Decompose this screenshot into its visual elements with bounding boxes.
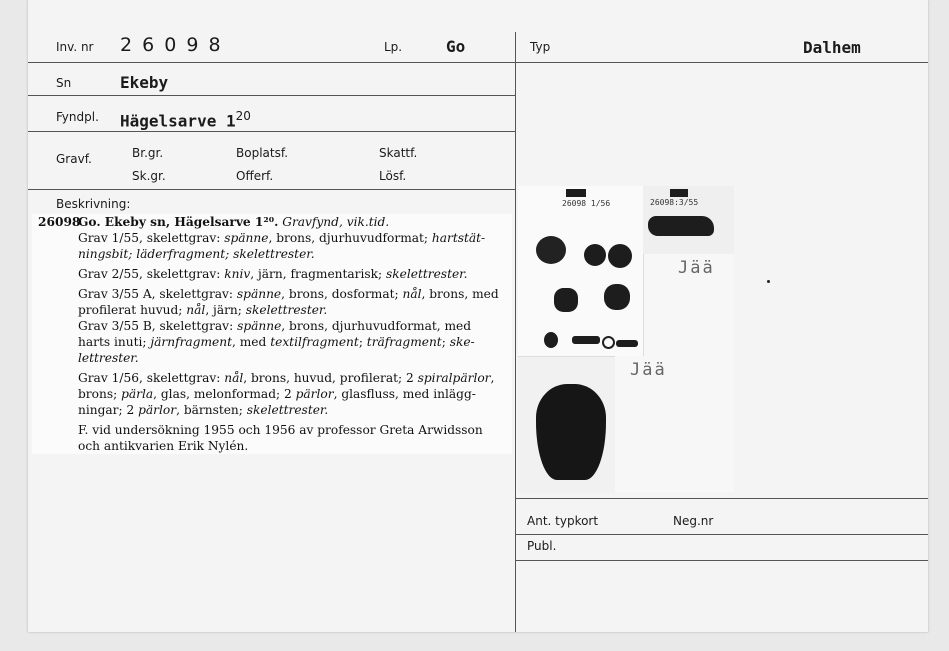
grave-3-55b-cont: harts inuti; järnfragment, med textilfragment; träfragment; ske-: [78, 335, 475, 349]
rule-gravf: [28, 189, 516, 190]
photo-tag-2: 26098:3/55: [650, 198, 699, 207]
neg-nr-label: Neg.nr: [673, 514, 714, 528]
grave-3-55b-end: lettrester.: [78, 351, 139, 365]
excavation-note-cont: och antikvarien Erik Nylén.: [78, 439, 249, 453]
find-photograph: [518, 186, 734, 492]
bead-5: [544, 332, 558, 348]
catalog-number: 26098: [38, 215, 81, 229]
grave-3-55b: Grav 3/55 B, skelettgrav: spänne, brons, djurhuvudformat, med: [78, 319, 472, 333]
excavation-note: F. vid undersökning 1955 och 1956 av professor Greta Arwidsson: [78, 423, 483, 437]
label-bar-2: [670, 189, 688, 197]
grave-1-56-end: ningar; 2 pärlor, bärnsten; skelettrester.: [78, 403, 329, 417]
rule-fyndpl: [28, 131, 516, 132]
rule-footer-top: [516, 498, 928, 499]
rule-header-right: [516, 62, 928, 63]
grave-1-56: Grav 1/56, skelettgrav: nål, brons, huvud, profilerat; 2 spiralpärlor,: [78, 371, 495, 385]
bead-1: [584, 244, 606, 266]
rule-footer-mid: [516, 534, 928, 535]
tortoise-brooch: [536, 384, 606, 480]
sn-value: Ekeby: [120, 73, 169, 92]
bead-2: [608, 244, 632, 268]
stamp-1: Jää: [678, 258, 715, 278]
publ-label: Publ.: [527, 539, 557, 553]
description-slip: [32, 214, 512, 454]
rule-sn: [28, 95, 516, 96]
br-gr-label: Br.gr.: [132, 146, 164, 160]
grave-1-55: Grav 1/55, skelettgrav: spänne, brons, djurhuvudformat; hartstät-: [78, 231, 486, 245]
beskrivning-label: Beskrivning:: [56, 197, 131, 211]
rule-header-left: [28, 62, 516, 63]
fyndpl-label: Fyndpl.: [56, 110, 99, 124]
brooch: [536, 236, 566, 264]
rule-footer-bottom: [516, 560, 928, 561]
description-heading: Go. Ekeby sn, Hägelsarve 1²⁰. Gravfynd, vik.tid.: [78, 215, 390, 229]
grave-2-55: Grav 2/55, skelettgrav: kniv, järn, fragmentarisk; skelettrester.: [78, 267, 468, 281]
ant-typkort-label: Ant. typkort: [527, 514, 599, 528]
sk-gr-label: Sk.gr.: [132, 169, 166, 183]
ink-dot: [767, 280, 770, 283]
fyndpl-superscript: 20: [235, 109, 251, 123]
boplatsf-label: Boplatsf.: [236, 146, 289, 160]
pin-shaft: [616, 340, 638, 347]
stamp-2: Jää: [630, 360, 667, 380]
skattf-label: Skattf.: [379, 146, 418, 160]
photo-tag-1: 26098 1/56: [562, 199, 611, 208]
leather-fragment: [648, 216, 714, 236]
grave-3-55a-cont: profilerat huvud; nål, järn; skelettrester.: [78, 303, 328, 317]
typ-value: Dalhem: [803, 38, 861, 57]
typ-label: Typ: [530, 40, 551, 54]
offerf-label: Offerf.: [236, 169, 274, 183]
grave-1-56-cont: brons; pärla, glas, melonformad; 2 pärlor, glasfluss, med inlägg-: [78, 387, 476, 401]
fyndpl-value: Hägelsarve $1^{20}$: [120, 109, 251, 131]
bead-4: [604, 284, 630, 310]
gravf-label: Gravf.: [56, 152, 92, 166]
pin-fragment: [572, 336, 600, 344]
inv-label: Inv. nr: [56, 40, 94, 54]
inv-number: 2 6 0 9 8: [120, 34, 223, 56]
grave-1-55-cont: ningsbit; läderfragment; skelettrester.: [78, 247, 315, 261]
label-bar-1: [566, 189, 586, 197]
losf-label: Lösf.: [379, 169, 407, 183]
lp-value: Go: [446, 37, 466, 56]
sn-label: Sn: [56, 76, 72, 90]
lp-label: Lp.: [384, 40, 403, 54]
bead-3: [554, 288, 578, 312]
spiral-bead: [602, 336, 615, 349]
grave-3-55a: Grav 3/55 A, skelettgrav: spänne, brons, dosformat; nål, brons, med: [78, 287, 499, 301]
